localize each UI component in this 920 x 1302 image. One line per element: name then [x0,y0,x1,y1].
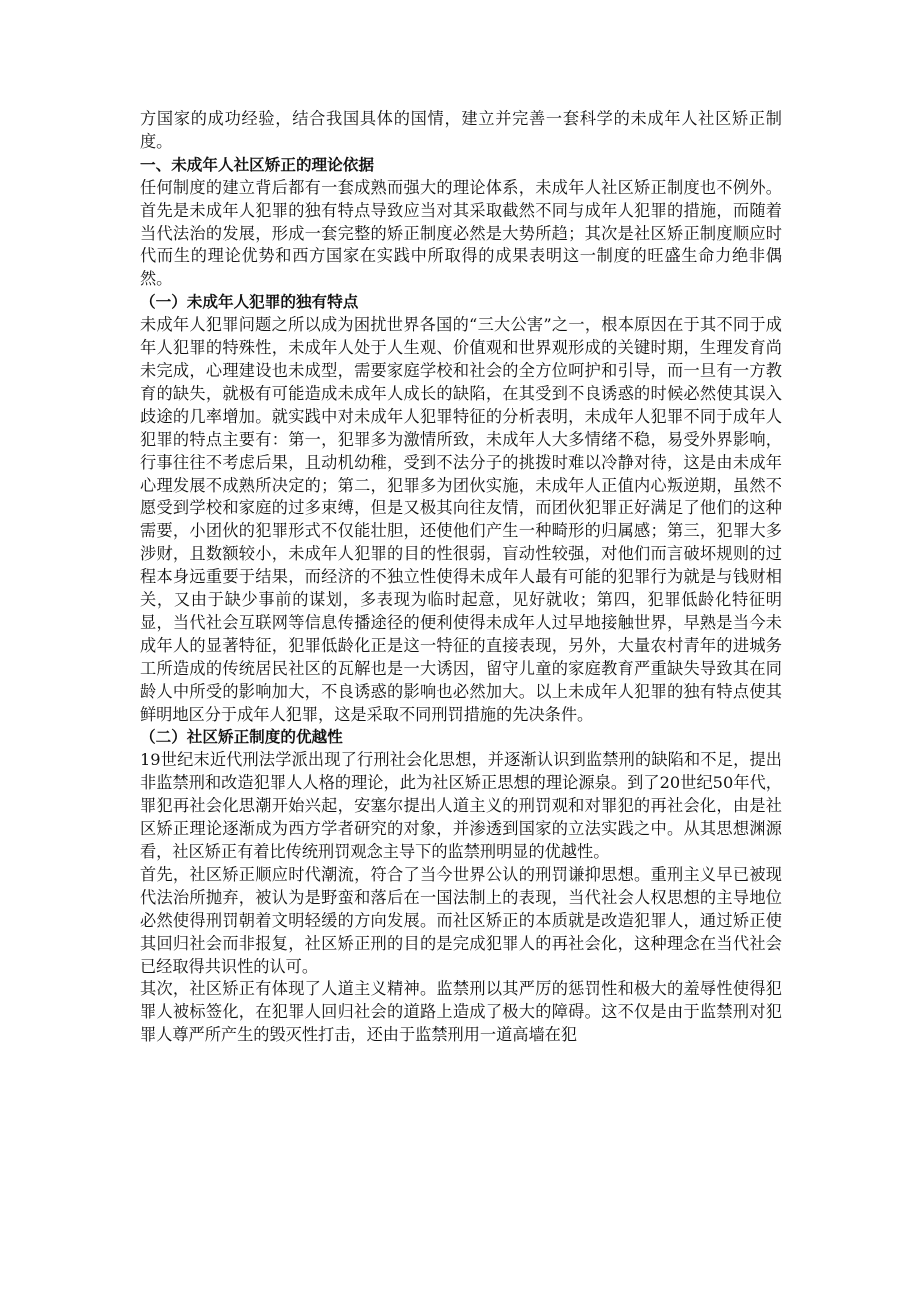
subsection-heading-superiority: （二）社区矫正制度的优越性 [140,728,343,747]
document-page [140,108,782,1047]
superiority-paragraph-2: 首先，社区矫正顺应时代潮流，符合了当今世界公认的刑罚谦抑思想。重刑主义早已被现代法治所抛弃，被认为是野蛮和落后在一国法制上的表现，当代社会人权思想的主导地位必然使得刑罚朝着文明轻缓的方向发展。而社区矫正的本质就是改造犯罪人，通过矫正使其回归社会而非报复，社区矫正刑的目的是完成犯罪人的再社会化，这种理念在当代社会已经取得共识性的认可。 [140,864,782,976]
intro-paragraph: 方国家的成功经验，结合我国具体的国情，建立并完善一套科学的未成年人社区矫正制度。 [140,109,782,151]
subsection-heading-juvenile-features: （一）未成年人犯罪的独有特点 [140,293,359,312]
theory-basis-paragraph: 任何制度的建立背后都有一套成熟而强大的理论体系，未成年人社区矫正制度也不例外。首先是未成年人犯罪的独有特点导致应当对其采取截然不同与成年人犯罪的措施，而随着当代法治的发展，形成一套完整的矫正制度必然是大势所趋；其次是社区矫正制度顺应时代而生的理论优势和西方国家在实践中所取得的成果表明这一制度的旺盛生命力绝非偶然。 [140,177,782,289]
superiority-paragraph-3: 其次，社区矫正有体现了人道主义精神。监禁刑以其严厉的惩罚性和极大的羞辱性使得犯罪人被标签化，在犯罪人回归社会的道路上造成了极大的障碍。这不仅是由于监禁刑对犯罪人尊严所产生的毁灭性打击，还由于监禁刑用一道高墙在犯 [140,979,782,1045]
superiority-paragraph-1: 19世纪末近代刑法学派出现了行刑社会化思想，并逐渐认识到监禁刑的缺陷和不足，提出非监禁刑和改造犯罪人人格的理论，此为社区矫正思想的理论源泉。到了20世纪50年代，罪犯再社会化思潮开始兴起，安塞尔提出人道主义的刑罚观和对罪犯的再社会化，由是社区矫正理论逐渐成为西方学者研究的对象，并渗透到国家的立法实践之中。从其思想渊源看，社区矫正有着比传统刑罚观念主导下的监禁刑明显的优越性。 [140,750,782,861]
section-heading-theory-basis: 一、未成年人社区矫正的理论依据 [140,155,374,174]
juvenile-features-paragraph: 未成年人犯罪问题之所以成为困扰世界各国的“三大公害”之一，根本原因在于其不同于成年人犯罪的特殊性，未成年人处于人生观、价值观和世界观形成的关键时期，生理发育尚未完成，心理建设也未成型，需要家庭学校和社会的全方位呵护和引导，而一旦有一方教育的缺失，就极有可能造成未成年人成长的缺陷，在其受到不良诱惑的时候必然使其误入歧途的几率增加。就实践中对未成年人犯罪特征的分析表明，未成年人犯罪不同于成年人犯罪的特点主要有：第一，犯罪多为激情所致，未成年人大多情绪不稳，易受外界影响，行事往往不考虑后果，且动机幼稚，受到不法分子的挑拨时难以冷静对待，这是由未成年心理发展不成熟所决定的；第二，犯罪多为团伙实施，未成年人正值内心叛逆期，虽然不愿受到学校和家庭的过多束缚，但是又极其向往友情，而团伙犯罪正好满足了他们的这种需要，小团伙的犯罪形式不仅能壮胆，还使他们产生一种畸形的归属感；第三，犯罪大多涉财，且数额较小，未成年人犯罪的目的性很弱，盲动性较强，对他们而言破坏规则的过程本身远重要于结果，而经济的不独立性使得未成年人最有可能的犯罪行为就是与钱财相关，又由于缺少事前的谋划，多表现为临时起意，见好就收；第四，犯罪低龄化特征明显，当代社会互联网等信息传播途径的便利使得未成年人过早地接触世界，早熟是当今未成年人的显著特征，犯罪低龄化正是这一特征的直接表现，另外，大量农村青年的进城务工所造成的传统居民社区的瓦解也是一大诱因，留守儿童的家庭教育严重缺失导致其在同龄人中所受的影响加大，不良诱惑的影响也必然加大。以上未成年人犯罪的独有特点使其鲜明地区分于成年人犯罪，这是采取不同刑罚措施的先决条件。 [140,315,782,724]
